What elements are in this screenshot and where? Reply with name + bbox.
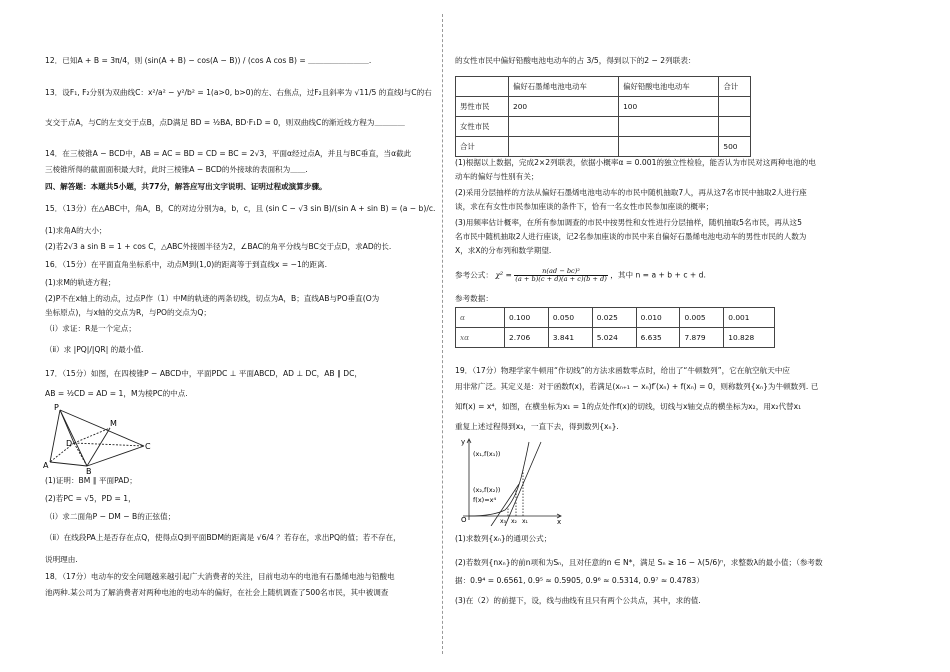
- table-row: [456, 77, 751, 97]
- question-16-part1: (1)求M的轨迹方程；: [45, 278, 116, 287]
- column-divider: [442, 14, 443, 654]
- fig19-label-x2: x₂: [511, 518, 517, 525]
- question-17-stem-line1: 17．（15分）如图，在四棱锥P − ABCD中，平面PDC ⊥ 平面ABCD，AD ⊥ DC，AB ∥ DC，: [45, 369, 362, 378]
- fig17-label-b: B: [86, 467, 92, 474]
- question-18-part2-line1: (2)采用分层抽样的方法从偏好石墨烯电池电动车的市民中随机抽取7人，再从这7名市民中抽取2人进行座: [455, 188, 807, 197]
- question-19-line3: 知f(x) = x⁴，如图，在横坐标为x₁ = 1的点处作f(x)的切线，切线与x轴交点的横坐标为x₂，用x₂代替x₁: [455, 402, 802, 411]
- table-cell: [619, 137, 719, 157]
- question-18-part2-line2: 谈，求在有女性市民参加座谈的条件下，恰有一名女性市民参加座谈的概率；: [455, 202, 714, 211]
- fig19-label-point2: (x₂,f(x₂)): [473, 486, 501, 494]
- question-19-line2: 用非常广泛。其定义是：对于函数f(x)，若满足(xₙ₊₁ − xₙ)f′(xₙ) + f(xₙ) = 0，则称数列{xₙ}为牛顿数列. 已: [455, 382, 819, 391]
- question-19-part2-line2: 据：0.9⁴ = 0.6561, 0.9⁵ ≈ 0.5905, 0.9⁶ ≈ 0.5314, 0.9⁷ ≈ 0.4783）: [455, 576, 704, 585]
- question-19-part1: (1)求数列{xₙ}的通项公式；: [455, 534, 552, 543]
- table-cell: 10.828: [724, 328, 775, 348]
- question-15-part2: (2)若2√3 a sin B = 1 + cos C，△ABC外接圆半径为2，∠BAC的角平分线与BC交于点D，求AD的长.: [45, 242, 392, 251]
- table-cell: 0.100: [505, 308, 549, 328]
- question-17-part-ii-line1: （ⅱ）在线段PA上是否存在点Q，使得点Q到平面BDM的距离是 √6/4 ？若存在，求出PQ的值；若不存在，: [45, 533, 401, 542]
- question-17-stem-line2: AB = ½CD = AD = 1，M为棱PC的中点.: [45, 389, 188, 398]
- table-cell: 合计: [456, 137, 509, 157]
- table-cell: 0.050: [548, 308, 592, 328]
- table-cell: [509, 137, 619, 157]
- section-4-heading: 四、解答题：本题共5小题，共77分，解答应写出文字说明、证明过程或演算步骤。: [45, 182, 327, 191]
- table-cell: 合计: [719, 77, 751, 97]
- table-cell: 6.635: [636, 328, 680, 348]
- table-cell: 3.841: [548, 328, 592, 348]
- alpha-header-cell: α: [456, 308, 505, 328]
- question-13-line1: 13．设F₁, F₂分别为双曲线C：x²/a² − y²/b² = 1(a>0, b>0)的左、右焦点，过F₂且斜率为 √11/5 的直线l与C的右: [45, 88, 432, 97]
- formula-numerator: n(ad − bc)²: [514, 268, 608, 276]
- table-cell: 女性市民: [456, 117, 509, 137]
- table-cell: 200: [509, 97, 619, 117]
- table-cell: 偏好石墨烯电池电动车: [509, 77, 619, 97]
- contingency-table: [455, 76, 751, 157]
- fig17-label-d: D: [66, 439, 73, 448]
- fig19-label-origin: O: [461, 516, 467, 524]
- question-19-line4: 重复上述过程得到x₃，一直下去，得到数列{xₙ}.: [455, 422, 619, 431]
- question-17-part-i: （ⅰ）求二面角P − DM − B的正弦值；: [45, 512, 176, 521]
- critical-value-table: [455, 307, 775, 348]
- question-16-stem: 16．（15分）在平面直角坐标系中，动点M到(1,0)的距离等于到直线x = −1的距离.: [45, 260, 327, 269]
- formula-lhs: χ² =: [495, 270, 512, 280]
- reference-formula: [455, 268, 706, 283]
- question-14-line2: 三棱锥所得的截面面积最大时，此时三棱锥A − BCD的外接球的表面积为＿＿.: [45, 165, 308, 174]
- question-18-line1: 18．（17分）电动车的安全问题越来越引起广大消费者的关注，目前电动车的电池有石墨烯电池与铅酸电: [45, 572, 395, 581]
- question-18-part1-line2: 动车的偏好与性别有关；: [455, 172, 539, 181]
- fig17-label-p: P: [54, 403, 59, 412]
- question-18-part3-line1: (3)用频率估计概率，在所有参加调查的市民中按男性和女性进行分层抽样，随机抽取5名市民，再从这5: [455, 218, 802, 227]
- table-cell: [719, 117, 751, 137]
- question-17-part1: (1)证明：BM ∥ 平面PAD；: [45, 476, 137, 485]
- table-cell: [456, 77, 509, 97]
- question-19-part3: (3)在（2）的前提下，设，线与曲线有且只有两个公共点，其中，求的值.: [455, 596, 701, 605]
- table-row: [456, 137, 751, 157]
- question-18-part3-line3: X，求X的分布列和数学期望.: [455, 246, 552, 255]
- question-18-line2: 池两种.某公司为了解消费者对两种电池的电动车的偏好，在社会上随机调查了500名市民，其中被调查: [45, 588, 389, 597]
- table-cell: 0.001: [724, 308, 775, 328]
- table-cell: 7.879: [680, 328, 724, 348]
- fig17-label-a: A: [43, 461, 49, 470]
- table-cell: [509, 117, 619, 137]
- question-18-part1-line1: (1)根据以上数据，完成2×2列联表，依据小概率α = 0.001的独立性检验，能否认为市民对这两种电池的电: [455, 158, 816, 167]
- question-19-line1: 19．（17分）物理学家牛顿用“作切线”的方法求函数零点时，给出了“牛顿数列”，它在航空航天中应: [455, 366, 791, 375]
- question-17-part-ii-line2: 说明理由.: [45, 555, 78, 564]
- formula-tail: ，其中 n = a + b + c + d.: [610, 270, 706, 280]
- question-16-part-i: （ⅰ）求证：R是一个定点；: [45, 324, 136, 333]
- fig19-label-x3: x₃: [500, 518, 506, 525]
- table-cell: 0.005: [680, 308, 724, 328]
- table-row: [456, 117, 751, 137]
- fig17-label-m: M: [110, 419, 117, 428]
- question-12: 12．已知A + B = 3π/4，则 (sin(A + B) − cos(A − B)) / (cos A cos B) = ＿＿＿＿＿＿＿＿.: [45, 56, 372, 65]
- table-cell: 2.706: [505, 328, 549, 348]
- question-18-part3-line2: 名市民中随机抽取2人进行座谈，记2名参加座谈的市民中来自偏好石墨烯电池电动车的男性市民的人数为: [455, 232, 807, 241]
- table-cell: 0.025: [592, 308, 636, 328]
- table-row: [456, 308, 775, 328]
- table-row: [456, 328, 775, 348]
- question-19-part2-line1: (2)若数列{nxₙ}的前n项和为Sₙ，且对任意的n ∈ N*，满足 Sₙ ≥ 16 − λ(5/6)ⁿ，求整数λ的最小值；（参考数: [455, 558, 823, 567]
- table-cell: [719, 97, 751, 117]
- question-16-part2-line2: 坐标原点)，与x轴的交点为R，与PO的交点为Q；: [45, 308, 211, 317]
- table-row: [456, 97, 751, 117]
- question-13-line2: 支交于点A，与C的左支交于点B，点D满足 BD = ½BA, BD·F₁D = 0，则双曲线C的渐近线方程为＿＿＿＿: [45, 118, 405, 127]
- table-cell: 0.010: [636, 308, 680, 328]
- question-15-part1: (1)求角A的大小；: [45, 226, 107, 235]
- fig19-label-y: y: [461, 438, 466, 446]
- question-18-line3: 的女性市民中偏好铅酸电池电动车的占 3/5，得到以下的2 − 2列联表：: [455, 56, 696, 65]
- question-14-line1: 14．在三棱锥A − BCD中，AB = AC = BD = CD = BC = 2√3，平面α经过点A，并且与BC垂直，当α截此: [45, 149, 412, 158]
- fig19-label-point1: (x₁,f(x₁)): [473, 450, 501, 458]
- table-cell: 5.024: [592, 328, 636, 348]
- pyramid-figure: [40, 402, 155, 474]
- fig19-label-x1: x₁: [522, 518, 528, 525]
- x-header-cell: xα: [456, 328, 505, 348]
- question-17-part2: (2)若PC = √5，PD = 1，: [45, 494, 136, 503]
- reference-data-label: 参考数据：: [455, 294, 493, 303]
- fig19-label-function: f(x)=x⁴: [473, 496, 497, 504]
- formula-denominator: (a + b)(c + d)(a + c)(b + d): [515, 275, 607, 283]
- table-cell: 偏好铅酸电池电动车: [619, 77, 719, 97]
- formula-label: 参考公式：: [455, 270, 493, 280]
- newton-figure: [453, 434, 565, 526]
- table-cell: [619, 117, 719, 137]
- fig19-label-x: x: [557, 518, 562, 526]
- fig17-label-c: C: [145, 442, 151, 451]
- question-16-part-ii: （ⅱ）求 |PQ|/|QR| 的最小值.: [45, 345, 144, 354]
- table-cell: 男性市民: [456, 97, 509, 117]
- formula-fraction: [514, 268, 608, 283]
- question-15-stem: 15．（13分）在△ABC中，角A，B，C的对边分别为a，b，c，且 (sin C − √3 sin B)/(sin A + sin B) = (a − b)/c.: [45, 204, 436, 213]
- table-cell: 100: [619, 97, 719, 117]
- table-cell: 500: [719, 137, 751, 157]
- question-16-part2-line1: (2)P不在x轴上的动点，过点P作（1）中M的轨迹的两条切线，切点为A，B；直线AB与PO垂直(O为: [45, 294, 380, 303]
